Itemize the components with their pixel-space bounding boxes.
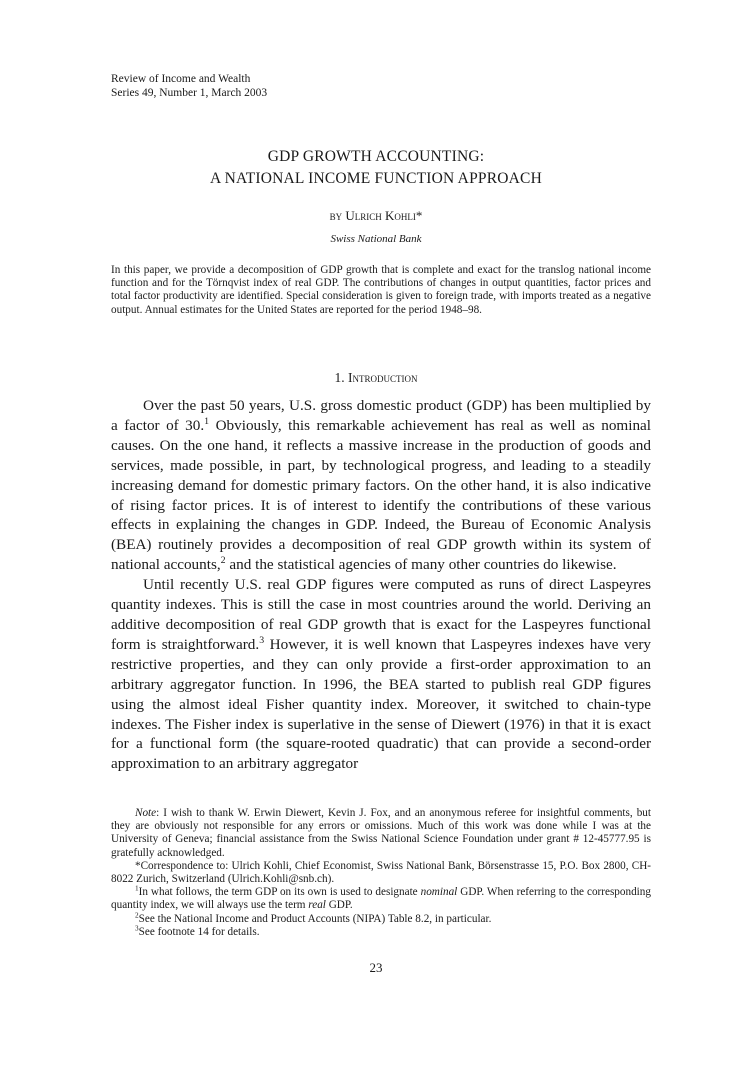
footnote-note bbox=[111, 807, 651, 860]
paragraph-2-part-b: However, it is well known that Laspeyres indexes have very restrictive properties, and they can only provide a first-order approximation to an arbitrary aggregator function. In 1996, the BEA started to publish real GDP figures using the almost ideal Fisher quantity index. Moreover, it switched to chain-type indexes. The Fisher index is superlative in the sense of Diewert (1976) in that it is exact for a functional form (the square-rooted quadratic) that can provide a second-order approximation to an arbitrary aggregator bbox=[111, 635, 651, 773]
note-label: Note bbox=[135, 807, 157, 819]
body-text bbox=[111, 396, 651, 774]
footnote-ref-1: 1 bbox=[204, 415, 210, 427]
footnote-2-number: 2 bbox=[135, 910, 139, 919]
journal-name: Review of Income and Wealth bbox=[111, 73, 251, 85]
author-first-rest: lrich bbox=[354, 208, 382, 223]
footnote-3 bbox=[111, 926, 651, 939]
footnote-3-number: 3 bbox=[135, 924, 139, 933]
paragraph-1-part-c: and the statistical agencies of many other countries do likewise. bbox=[225, 556, 617, 574]
footnote-1-part-c: GDP. bbox=[325, 899, 353, 912]
author-affiliation: Swiss National Bank bbox=[330, 233, 422, 245]
footnote-1-emphasis-2: real bbox=[308, 899, 326, 912]
author-last-rest: ohli bbox=[394, 208, 416, 223]
section-rest: ntroduction bbox=[352, 370, 418, 385]
paragraph-2 bbox=[111, 575, 651, 774]
section-heading bbox=[0, 370, 752, 386]
author-line bbox=[0, 208, 752, 224]
paragraph-1 bbox=[111, 396, 651, 575]
author-first-initial: U bbox=[345, 208, 355, 223]
journal-series: Series 49, Number 1, March 2003 bbox=[111, 87, 268, 99]
note-text: : I wish to thank W. Erwin Diewert, Kevin J. Fox, and an anonymous referee for insightful comments, but they are obviously not responsible for any errors or omissions. Much of this work was done while I was at the University of Geneva; financial assistance from the Swiss National Science Foundation under grant # 12-45777.95 is gratefully acknowledged. bbox=[111, 807, 651, 859]
page-number: 23 bbox=[369, 960, 383, 975]
paper-title-line-2: A NATIONAL INCOME FUNCTION APPROACH bbox=[210, 170, 542, 187]
footnote-3-text: See footnote 14 for details. bbox=[138, 925, 260, 938]
footnote-ref-2: 2 bbox=[220, 555, 226, 567]
footnote-1-number: 1 bbox=[135, 884, 139, 893]
footnote-1-part-b: GDP. When referring to the corresponding quantity index, we will always use the term bbox=[111, 886, 651, 912]
footnotes bbox=[111, 807, 651, 939]
author-marker: * bbox=[415, 208, 423, 223]
footnote-2 bbox=[111, 910, 651, 926]
paragraph-1-part-b: Obviously, this remarkable achievement has real as well as nominal causes. On the one hand, it reflects a massive increase in the production of goods and services, made possible, in part, by technological progress, and leading to a steadily increasing demand for domestic primary factors. On the other hand, it is also indicative of rising factor prices. It is of interest to identify the contributions of these various effects in explaining the changes in GDP. Indeed, the Bureau of Economic Analysis (BEA) routinely provides a decomposition of real GDP growth within its system of national accounts, bbox=[111, 416, 651, 574]
author-by: by bbox=[329, 208, 343, 223]
paragraph-1-part-a: Over the past 50 years, U.S. gross domestic product (GDP) has been multiplied by a factor of 30. bbox=[111, 397, 651, 434]
section-number: 1. bbox=[334, 370, 345, 385]
footnote-1-emphasis-1: nominal bbox=[420, 886, 458, 899]
footnote-2-text: See the National Income and Product Accounts (NIPA) Table 8.2, in particular. bbox=[138, 912, 492, 925]
footnote-1 bbox=[111, 886, 651, 912]
section-initial: I bbox=[348, 370, 353, 385]
footnote-correspondence: *Correspondence to: Ulrich Kohli, Chief Economist, Swiss National Bank, Börsenstrasse 15, P.O. Box 2800, CH-8022 Zurich, Switzerland (Ulrich.Kohli@snb.ch). bbox=[111, 859, 651, 886]
paragraph-2-part-a: Until recently U.S. real GDP figures were computed as runs of direct Laspeyres quantity indexes. This is still the case in most countries around the world. Deriving an additive decomposition of real GDP growth that is exact for the Laspeyres functional form is straightforward. bbox=[111, 576, 651, 653]
footnote-1-part-a: In what follows, the term GDP on its own is used to designate bbox=[138, 886, 421, 899]
paper-title-line-1: GDP GROWTH ACCOUNTING: bbox=[267, 148, 485, 165]
author-last-initial: K bbox=[385, 208, 395, 223]
footnote-ref-3: 3 bbox=[259, 634, 265, 646]
abstract: In this paper, we provide a decomposition of GDP growth that is complete and exact for the translog national income function and for the Törnqvist index of real GDP. The contributions of changes in output quantities, factor prices and total factor productivity are identified. Special consideration is given to foreign trade, with imports treated as a negative output. Annual estimates for the United States are reported for the period 1948–98. bbox=[111, 264, 651, 316]
journal-header bbox=[111, 72, 267, 100]
